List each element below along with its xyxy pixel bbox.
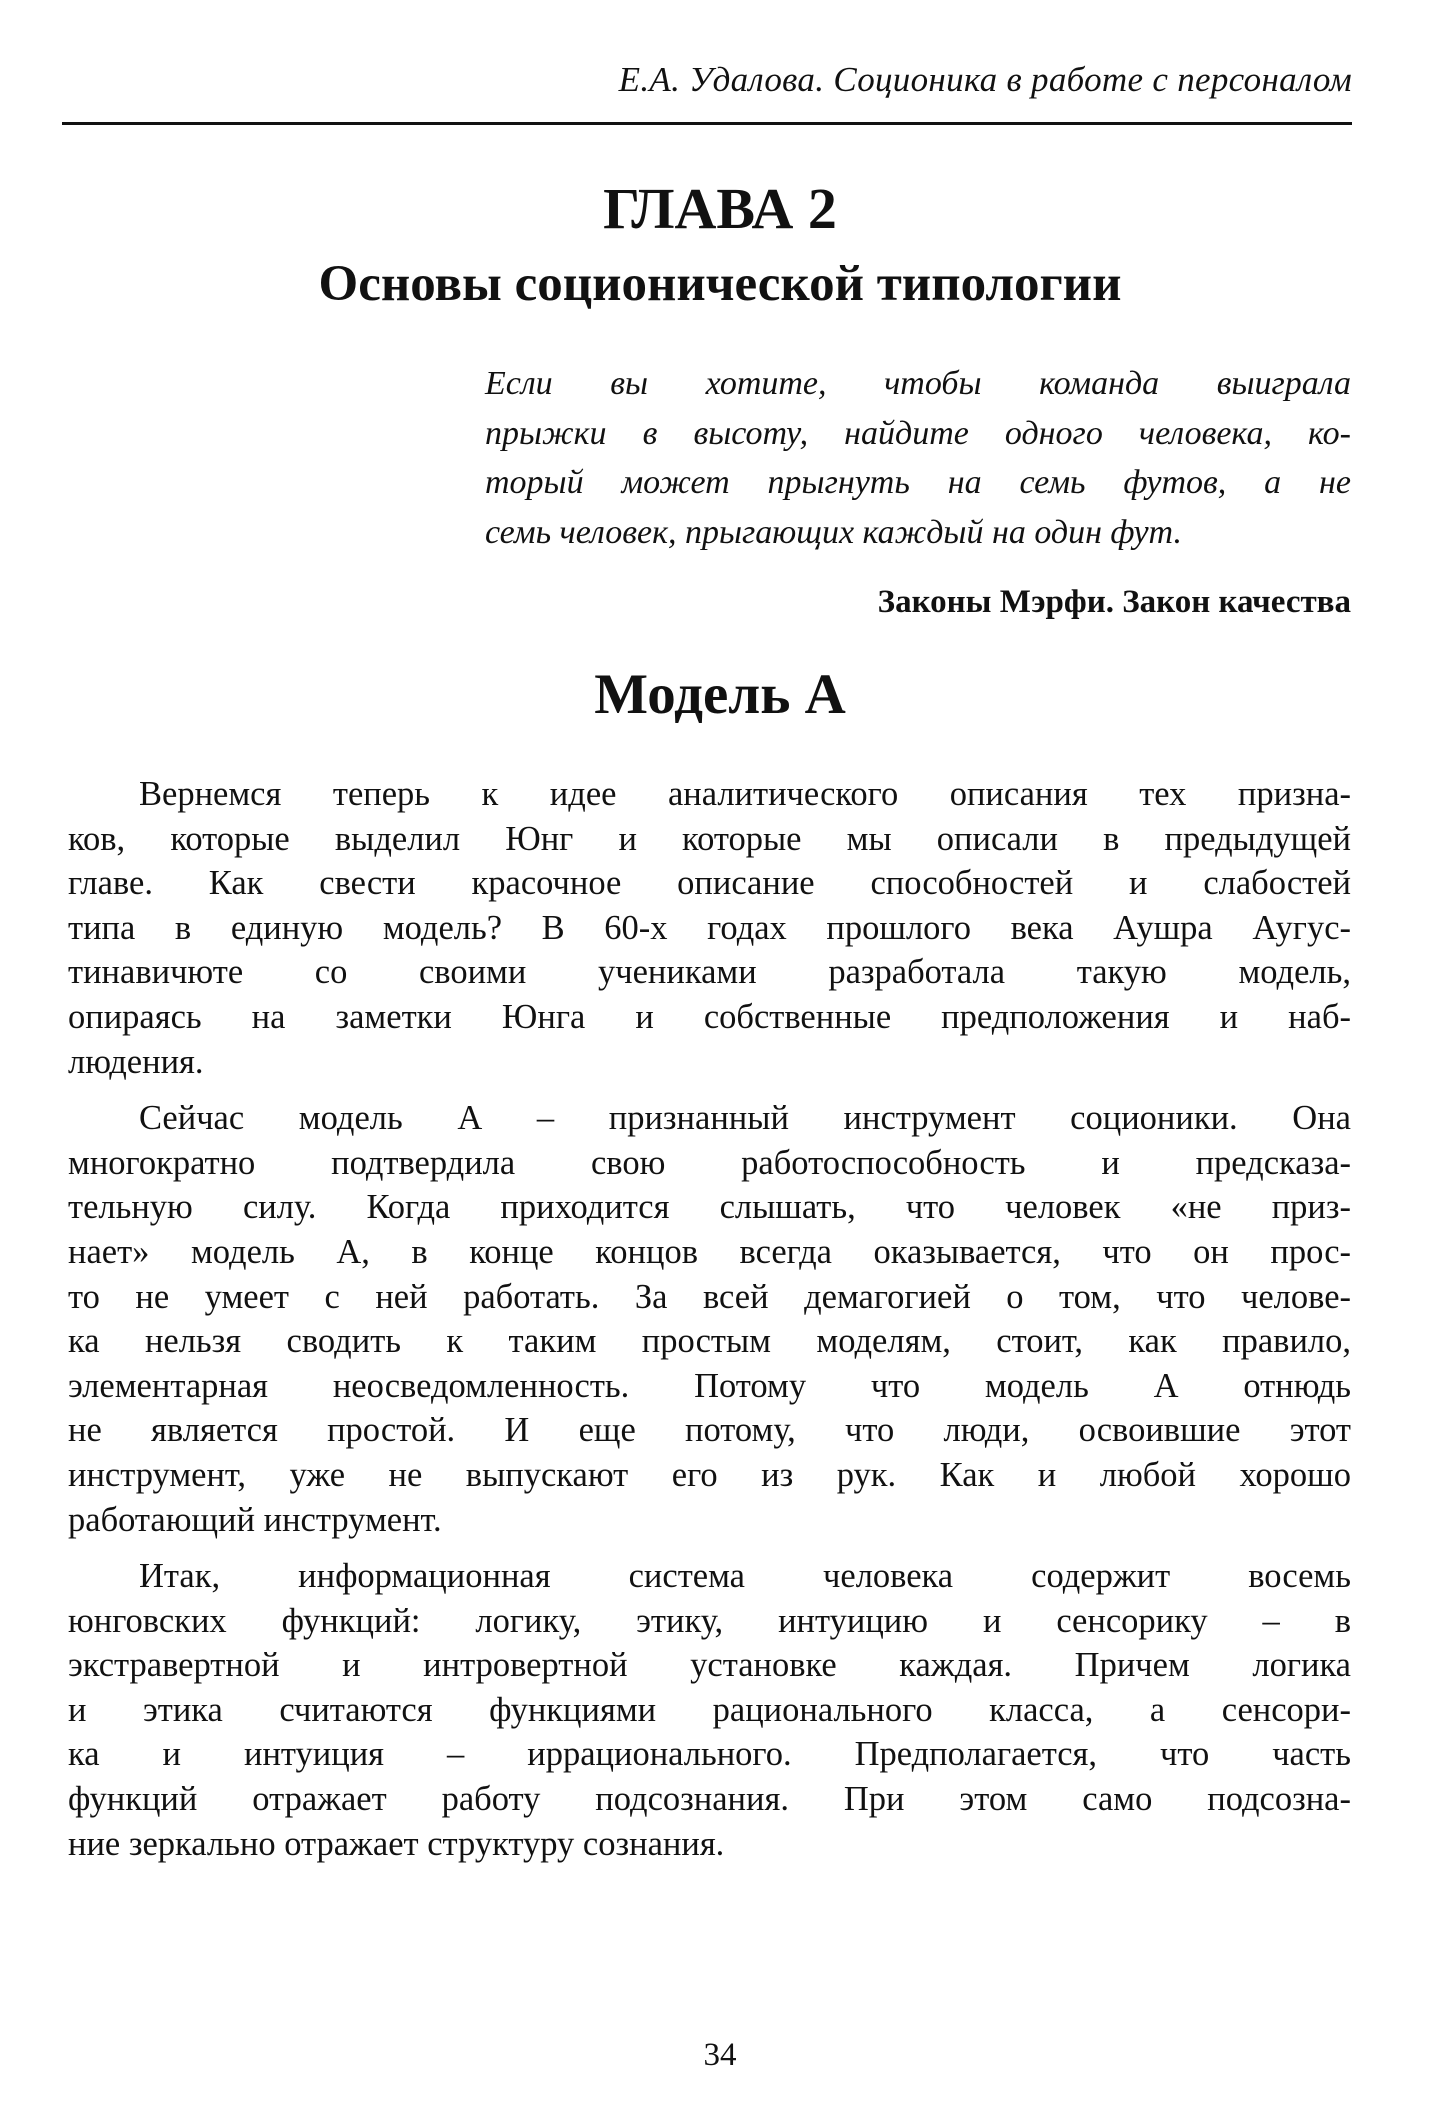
text-line: тельную силу. Когда приходится слышать, что человек «не приз- <box>68 1188 1351 1227</box>
page-number: 34 <box>703 2037 737 2073</box>
epigraph-source: Законы Мэрфи. Закон качества <box>877 584 1351 620</box>
paragraph <box>68 1554 1351 1866</box>
epigraph <box>485 359 1351 557</box>
epigraph-line: прыжки в высоту, найдите одного человека, ко- <box>485 414 1351 452</box>
text-line: инструмент, уже не выпускают его из рук. Как и любой хорошо <box>68 1455 1351 1494</box>
paragraph <box>68 772 1351 1084</box>
text-line: Итак, информационная система человека содержит восемь <box>139 1557 1351 1596</box>
epigraph-line: семь человек, прыгающих каждый на один фут. <box>485 513 1182 551</box>
text-line: главе. Как свести красочное описание способностей и слабостей <box>68 864 1351 903</box>
body-text <box>68 772 1351 1866</box>
paragraph <box>68 1096 1351 1542</box>
text-line: многократно подтвердила свою работоспособность и предсказа- <box>68 1143 1351 1182</box>
text-line: элементарная неосведомленность. Потому что модель А отнюдь <box>68 1366 1351 1405</box>
text-line: опираясь на заметки Юнга и собственные предположения и наб- <box>68 997 1351 1036</box>
text-line: ков, которые выделил Юнг и которые мы описали в предыдущей <box>68 819 1351 858</box>
chapter-label: ГЛАВА 2 <box>603 176 837 241</box>
text-line: работающий инструмент. <box>68 1500 442 1539</box>
text-line: ка и интуиция – иррационального. Предполагается, что часть <box>68 1735 1351 1774</box>
text-line: ние зеркально отражает структуру сознания. <box>68 1824 725 1863</box>
text-line: и этика считаются функциями рационального класса, а сенсори- <box>68 1690 1351 1729</box>
text-line: то не умеет с ней работать. За всей демагогией о том, что челове- <box>68 1277 1351 1316</box>
chapter-title: Основы соционической типологии <box>318 256 1122 312</box>
epigraph-line: Если вы хотите, чтобы команда выиграла <box>485 365 1351 402</box>
epigraph-line: торый может прыгнуть на семь футов, а не <box>485 464 1351 501</box>
text-line: нает» модель А, в конце концов всегда оказывается, что он прос- <box>68 1232 1351 1271</box>
text-line: экстравертной и интровертной установке каждая. Причем логика <box>68 1646 1351 1685</box>
text-line: типа в единую модель? В 60-х годах прошлого века Аушра Аугус- <box>68 908 1351 947</box>
text-line: Сейчас модель А – признанный инструмент соционики. Она <box>139 1099 1351 1138</box>
text-line: не является простой. И еще потому, что люди, освоившие этот <box>68 1411 1351 1450</box>
text-line: ка нельзя сводить к таким простым моделям, стоит, как правило, <box>68 1322 1351 1361</box>
text-line: тинавичюте со своими учениками разработала такую модель, <box>68 953 1351 992</box>
text-line: юнговских функций: логику, этику, интуицию и сенсорику – в <box>68 1601 1351 1640</box>
section-title: Модель А <box>594 663 846 726</box>
running-header: Е.А. Удалова. Соционика в работе с персоналом <box>618 60 1352 99</box>
text-line: людения. <box>68 1042 204 1081</box>
header-divider <box>62 122 1352 125</box>
text-line: Вернемся теперь к идее аналитического описания тех призна- <box>139 775 1351 813</box>
text-line: функций отражает работу подсознания. При этом само подсозна- <box>68 1780 1351 1819</box>
